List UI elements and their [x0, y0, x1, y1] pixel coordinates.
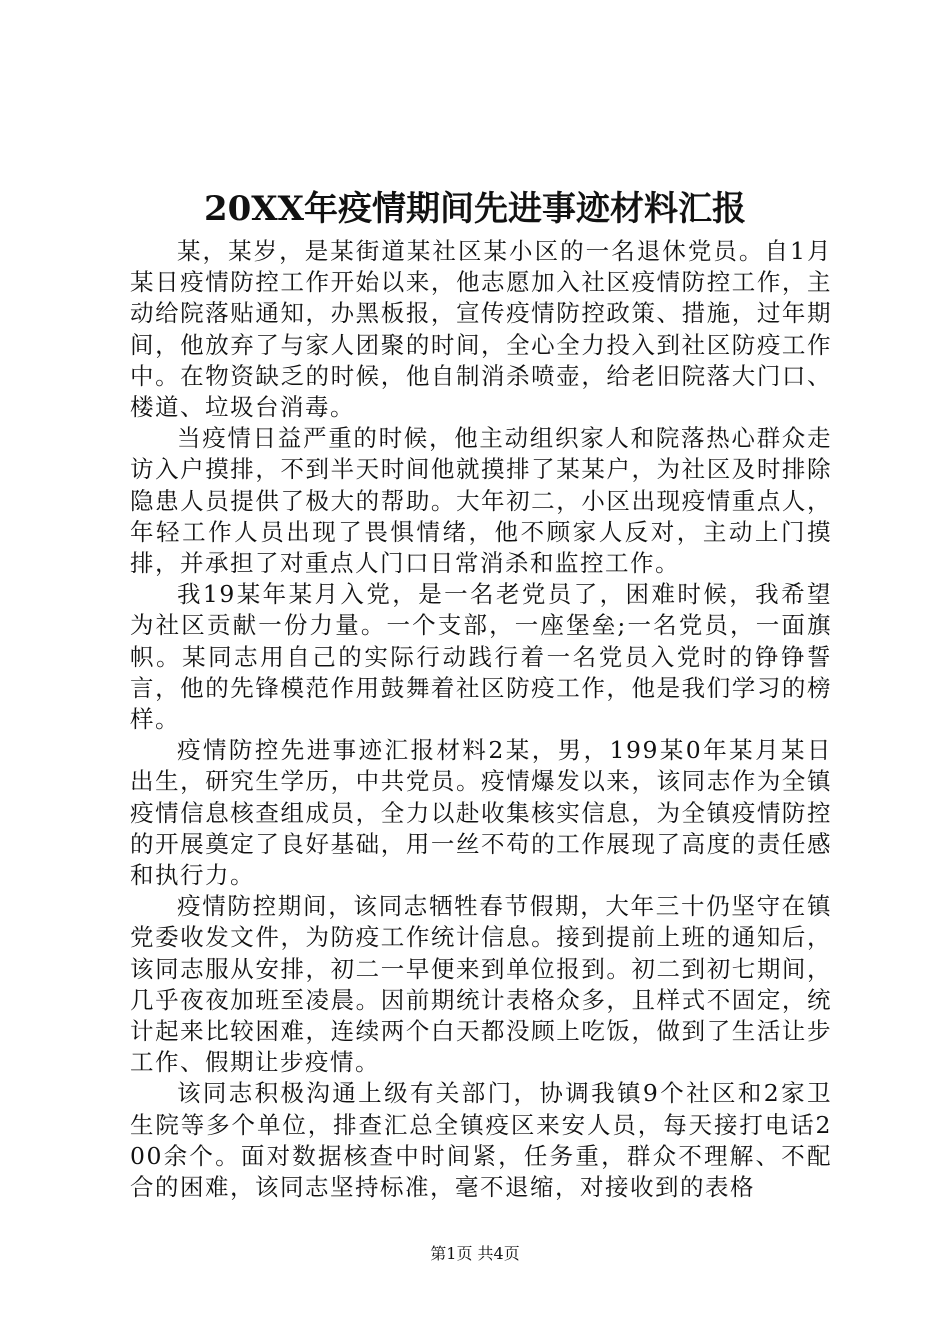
- document-body: [130, 236, 832, 1203]
- paragraph: 某，某岁，是某街道某社区某小区的一名退休党员。自1月某日疫情防控工作开始以来，他志愿加入社区疫情防控工作，主动给院落贴通知，办黑板报，宣传疫情防控政策、措施，过年期间，他放弃了与家人团聚的时间，全心全力投入到社区防疫工作中。在物资缺乏的时候，他自制消杀喷壶，给老旧院落大门口、楼道、垃圾台消毒。: [130, 237, 832, 422]
- page-number-footer: 第1页 共4页: [430, 1244, 520, 1263]
- paragraph: 当疫情日益严重的时候，他主动组织家人和院落热心群众走访入户摸排，不到半天时间他就摸排了某某户，为社区及时排除隐患人员提供了极大的帮助。大年初二，小区出现疫情重点人，年轻工作人员出现了畏惧情绪，他不顾家人反对，主动上门摸排，并承担了对重点人门口日常消杀和监控工作。: [130, 424, 832, 578]
- paragraph: 疫情防控期间，该同志牺牲春节假期，大年三十仍坚守在镇党委收发文件，为防疫工作统计信息。接到提前上班的通知后，该同志服从安排，初二一早便来到单位报到。初二到初七期间，几乎夜夜加班至凌晨。因前期统计表格众多，且样式不固定，统计起来比较困难，连续两个白天都没顾上吃饭，做到了生活让步工作、假期让步疫情。: [130, 892, 832, 1077]
- document-title: 20XX年疫情期间先进事迹材料汇报: [203, 189, 747, 229]
- paragraph: 我19某年某月入党，是一名老党员了，困难时候，我希望为社区贡献一份力量。一个支部，一座堡垒;一名党员，一面旗帜。某同志用自己的实际行动践行着一名党员入党时的铮铮誓言，他的先锋模范作用鼓舞着社区防疫工作，他是我们学习的榜样。: [130, 580, 832, 734]
- paragraph: 疫情防控先进事迹汇报材料2某，男，199某0年某月某日出生，研究生学历，中共党员。疫情爆发以来，该同志作为全镇疫情信息核查组成员，全力以赴收集核实信息，为全镇疫情防控的开展奠定了良好基础，用一丝不苟的工作展现了高度的责任感和执行力。: [130, 736, 832, 890]
- paragraph: 该同志积极沟通上级有关部门，协调我镇9个社区和2家卫生院等多个单位，排查汇总全镇疫区来安人员，每天接打电话200余个。面对数据核查中时间紧，任务重，群众不理解、不配合的困难，该同志坚持标准，毫不退缩，对接收到的表格: [130, 1079, 832, 1202]
